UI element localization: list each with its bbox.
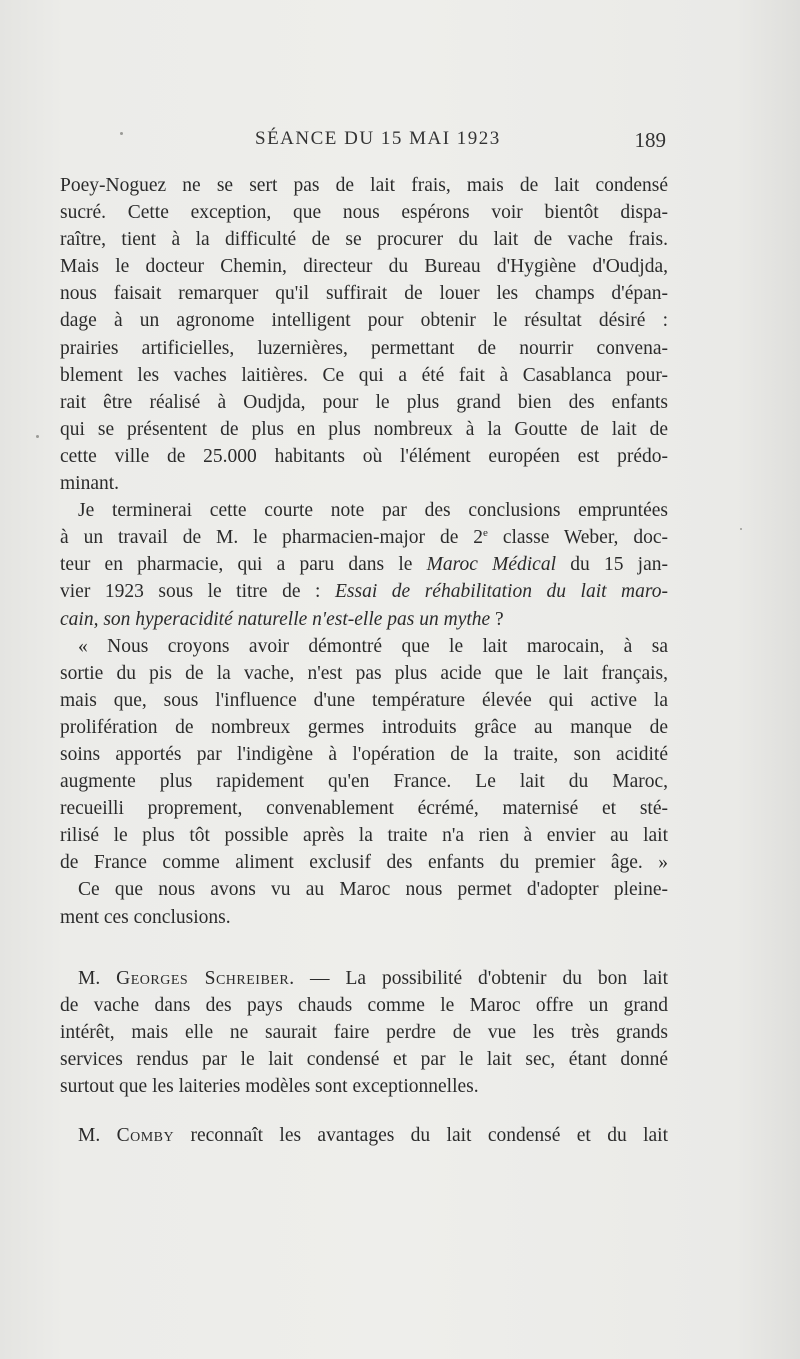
page-number: 189 (634, 128, 666, 152)
text-segment: du 15 jan- (556, 554, 668, 576)
text-line: services rendus par le lait condensé et par le lait sec, étant donné (60, 1048, 668, 1070)
text-line (60, 965, 668, 992)
text-line: blement les vaches laitières. Ce qui a été fait à Casablanca pour- (60, 364, 668, 386)
text-line: qui se présentent de plus en plus nombreux à la Goutte de lait de (60, 418, 668, 440)
text-line (60, 578, 668, 605)
paragraph-schreiber (60, 965, 668, 1100)
text-line: « Nous croyons avoir démontré que le lait marocain, à sa (78, 635, 668, 657)
running-head: SÉANCE DU 15 MAI 1923 (255, 128, 501, 149)
paragraph-4 (60, 876, 668, 930)
text-line: sucré. Cette exception, que nous espérons voir bientôt dispa- (60, 202, 668, 224)
quotation-paragraph (60, 633, 668, 877)
paragraph-2 (60, 497, 668, 632)
text-line: rilisé le plus tôt possible après la traite n'a rien à envier au lait (60, 825, 668, 847)
text-line: de vache dans des pays chauds comme le Maroc offre un grand (60, 994, 668, 1016)
text-line: ment ces conclusions. (60, 906, 231, 928)
paragraph-1 (60, 172, 668, 497)
text-line: rait être réalisé à Oudjda, pour le plus grand bien des enfants (60, 391, 668, 413)
text-segment: ? (490, 608, 504, 630)
text-line: raître, tient à la difficulté de se procurer du lait de vache frais. (60, 229, 668, 251)
text-line: Poey-Noguez ne se sert pas de lait frais, mais de lait condensé (60, 175, 668, 196)
text-line: soins apportés par l'indigène à l'opération de la traite, son acidité (60, 743, 668, 765)
speaker-prefix: M. (78, 967, 117, 989)
paragraph-comby (60, 1122, 668, 1149)
text-line: recueilli proprement, convenablement écrémé, maternisé et sté- (60, 798, 668, 820)
page-header (60, 128, 670, 162)
text-line: Ce que nous avons vu au Maroc nous permet d'adopter pleine- (78, 879, 668, 901)
text-line: dage à un agronome intelligent pour obtenir le résultat désiré : (60, 310, 668, 332)
text-line: surtout que les laiteries modèles sont exceptionnelles. (60, 1076, 479, 1097)
text-line: mais que, sous l'influence d'une température élevée qui active la (60, 689, 668, 711)
text-line: prolifération de nombreux germes introduits grâce au manque de (60, 716, 668, 738)
body-text (60, 172, 668, 1149)
text-segment: classe Weber, doc- (487, 527, 668, 549)
text-line: intérêt, mais elle ne saurait faire perdre de vue les très grands (60, 1021, 668, 1043)
text-segment: teur en pharmacie, qui a paru dans le (60, 554, 427, 576)
text-line (60, 1122, 668, 1149)
text-line: nous faisait remarquer qu'il suffirait de louer les champs d'épan- (60, 283, 668, 305)
text-line: minant. (60, 473, 120, 495)
paper-speck (120, 132, 123, 135)
article-title: Essai de réhabilitation du lait maro- (335, 581, 668, 603)
text-line: cette ville de 25.000 habitants où l'élément européen est prédo- (60, 445, 668, 467)
text-line (60, 606, 668, 633)
text-segment: à un travail de M. le pharmacien-major de 2 (60, 527, 484, 549)
text-segment: vier 1923 sous le titre de : (60, 581, 335, 603)
speaker-name: Georges Schreiber (116, 967, 290, 989)
section-gap (60, 931, 668, 965)
text-line: prairies artificielles, luzernières, permettant de nourrir convena- (60, 337, 668, 359)
article-title: cain, son hyperacidité naturelle n'est-elle pas un mythe (60, 608, 491, 630)
text-line: sortie du pis de la vache, n'est pas plus acide que le lait français, (60, 662, 668, 684)
journal-title: Maroc Médical (426, 554, 557, 576)
text-line (60, 524, 668, 551)
text-line: augmente plus rapidement qu'en France. Le lait du Maroc, (60, 771, 668, 793)
superscript: e (483, 527, 488, 540)
paper-speck (740, 528, 742, 530)
text-segment: reconnaît les avantages du lait condensé et du lait (174, 1125, 668, 1147)
text-line (60, 551, 668, 578)
text-segment: . — La possibilité d'obtenir du bon lait (289, 967, 668, 989)
paper-speck (36, 435, 39, 438)
text-line: Mais le docteur Chemin, directeur du Bureau d'Hygiène d'Oudjda, (60, 256, 668, 278)
section-gap (60, 1100, 668, 1122)
text-line: Je terminerai cette courte note par des conclusions empruntées (78, 500, 668, 522)
text-line: de France comme aliment exclusif des enfants du premier âge. » (60, 852, 668, 874)
speaker-name: Comby (116, 1125, 175, 1147)
speaker-prefix: M. (78, 1125, 117, 1147)
